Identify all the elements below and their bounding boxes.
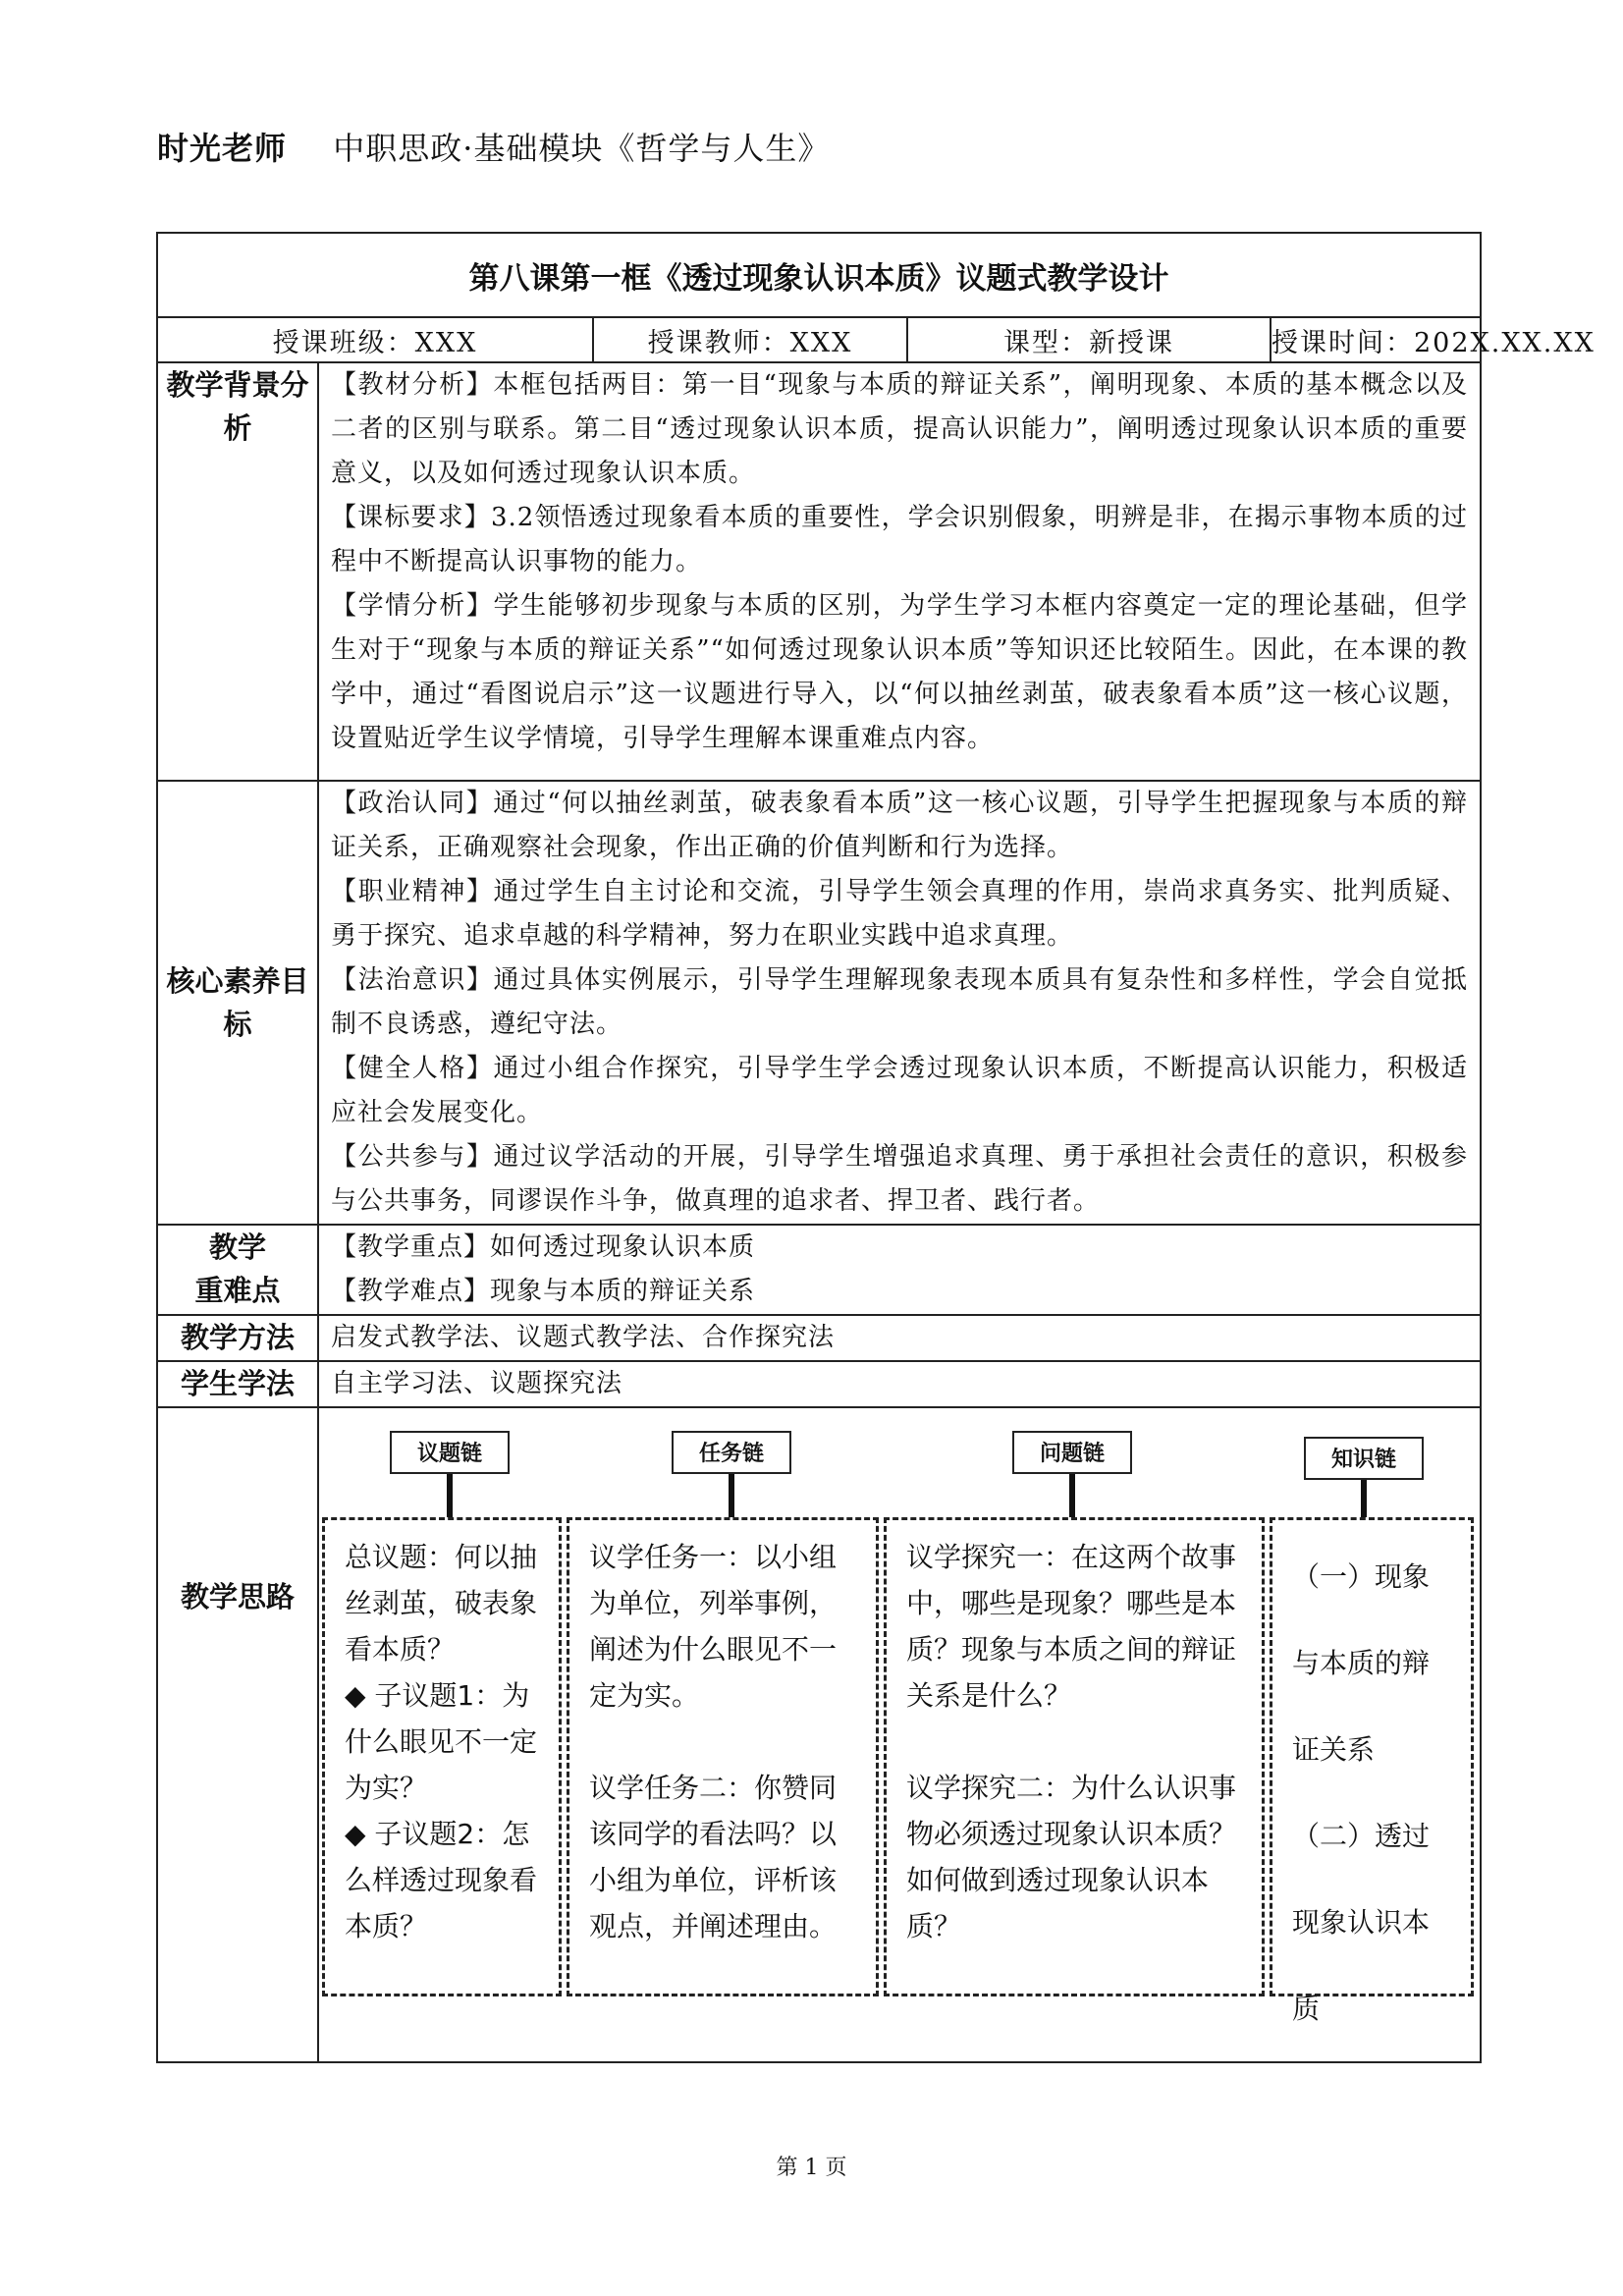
chain-box-topic bbox=[322, 1517, 562, 1996]
chain-box-question bbox=[884, 1517, 1265, 1996]
chain-stem-question bbox=[1069, 1474, 1075, 1517]
literacy-legal: 【法治意识】通过具体实例展示，引导学生理解现象表现本质具有复杂性和多样性，学会自觉抵制不良诱惑，遵纪守法。 bbox=[331, 965, 1468, 1039]
meta-teacher: 授课教师：XXX bbox=[593, 317, 907, 362]
background-content bbox=[318, 362, 1481, 781]
topic-main: 总议题：何以抽丝剥茧，破表象看本质？ bbox=[345, 1541, 538, 1666]
meta-time: 授课时间：202X.XX.XX bbox=[1271, 317, 1481, 362]
difficult-point: 【教学难点】现象与本质的辩证关系 bbox=[331, 1277, 756, 1306]
literacy-public: 【公共参与】通过议学活动的开展，引导学生增强追求真理、勇于承担社会责任的意识，积极参与公共事务，同谬误作斗争，做真理的追求者、捍卫者、践行者。 bbox=[331, 1142, 1468, 1216]
lesson-title: 第八课第一框《透过现象认识本质》议题式教学设计 bbox=[157, 233, 1481, 317]
chain-head-question: 问题链 bbox=[1012, 1431, 1132, 1474]
header-course: 中职思政·基础模块《哲学与人生》 bbox=[333, 130, 831, 167]
literacy-professional: 【职业精神】通过学生自主讨论和交流，引导学生领会真理的作用，崇尚求真务实、批判质疑、勇于探究、追求卓越的科学精神，努力在职业实践中追求真理。 bbox=[331, 877, 1468, 951]
question-one: 议学探究一：在这两个故事中，哪些是现象？哪些是本质？现象与本质之间的辩证关系是什么？ bbox=[906, 1541, 1237, 1712]
knowledge-two: （二）透过现象认识本质 bbox=[1292, 1820, 1431, 2025]
student-analysis: 【学情分析】学生能够初步现象与本质的区别，为学生学习本框内容奠定一定的理论基础，但学生对于“现象与本质的辩证关系”“如何透过现象认识本质”等知识还比较陌生。因此，在本课的教学中，通过“看图说启示”这一议题进行导入，以“何以抽丝剥茧，破表象看本质”这一核心议题，设置贴近学生议学情境，引导学生理解本课重难点内容。 bbox=[331, 591, 1468, 753]
key-point: 【教学重点】如何透过现象认识本质 bbox=[331, 1232, 756, 1262]
thinking-flow bbox=[319, 1408, 1480, 2061]
chain-head-task: 任务链 bbox=[672, 1431, 791, 1474]
textbook-analysis: 【教材分析】本框包括两目：第一目“现象与本质的辩证关系”，阐明现象、本质的基本概念以及二者的区别与联系。第二目“透过现象认识本质，提高认识能力”，阐明透过现象认识本质的重要意义，以及如何透过现象认识本质。 bbox=[331, 370, 1468, 488]
study-content: 自主学习法、议题探究法 bbox=[318, 1361, 1481, 1407]
header-teacher: 时光老师 bbox=[157, 130, 288, 167]
topic-sub-1: ◆ 子议题1：为什么眼见不一定为实？ bbox=[345, 1679, 538, 1804]
literacy-content bbox=[318, 781, 1481, 1225]
page-number: 第 1 页 bbox=[776, 2156, 847, 2180]
meta-type: 课型：新授课 bbox=[907, 317, 1271, 362]
background-label: 教学背景分析 bbox=[157, 362, 318, 781]
meta-class: 授课班级：XXX bbox=[157, 317, 593, 362]
page-header bbox=[157, 124, 830, 169]
study-label: 学生学法 bbox=[157, 1361, 318, 1407]
chain-head-knowledge: 知识链 bbox=[1304, 1437, 1424, 1480]
keypoints-content bbox=[318, 1225, 1481, 1315]
thinking-label: 教学思路 bbox=[157, 1407, 318, 2062]
task-one: 议学任务一：以小组为单位，列举事例，阐述为什么眼见不一定为实。 bbox=[589, 1541, 838, 1712]
keypoints-label: 教学 重难点 bbox=[157, 1225, 318, 1315]
task-two: 议学任务二：你赞同该同学的看法吗？以小组为单位，评析该观点，并阐述理由。 bbox=[589, 1772, 838, 1942]
topic-sub-2: ◆ 子议题2：怎么样透过现象看本质？ bbox=[345, 1818, 538, 1942]
knowledge-one: （一）现象与本质的辩证关系 bbox=[1292, 1560, 1431, 1766]
chain-box-knowledge bbox=[1270, 1517, 1474, 2025]
chain-stem-topic bbox=[447, 1474, 453, 1517]
methods-content: 启发式教学法、议题式教学法、合作探究法 bbox=[318, 1315, 1481, 1361]
methods-label: 教学方法 bbox=[157, 1315, 318, 1361]
chain-head-topic: 议题链 bbox=[390, 1431, 510, 1474]
curriculum-requirement: 【课标要求】3.2领悟透过现象看本质的重要性，学会识别假象，明辨是非，在揭示事物本质的过程中不断提高认识事物的能力。 bbox=[331, 503, 1468, 576]
chain-box-task bbox=[567, 1517, 879, 1996]
literacy-political: 【政治认同】通过“何以抽丝剥茧，破表象看本质”这一核心议题，引导学生把握现象与本质的辩证关系，正确观察社会现象，作出正确的价值判断和行为选择。 bbox=[331, 789, 1468, 862]
chain-stem-task bbox=[729, 1474, 734, 1517]
question-two: 议学探究二：为什么认识事物必须透过现象认识本质？如何做到透过现象认识本质？ bbox=[906, 1772, 1237, 1942]
chain-stem-knowledge bbox=[1361, 1480, 1367, 1517]
literacy-personality: 【健全人格】通过小组合作探究，引导学生学会透过现象认识本质，不断提高认识能力，积极适应社会发展变化。 bbox=[331, 1054, 1468, 1127]
literacy-label: 核心素养目标 bbox=[157, 781, 318, 1225]
lesson-plan-table bbox=[156, 232, 1596, 2063]
